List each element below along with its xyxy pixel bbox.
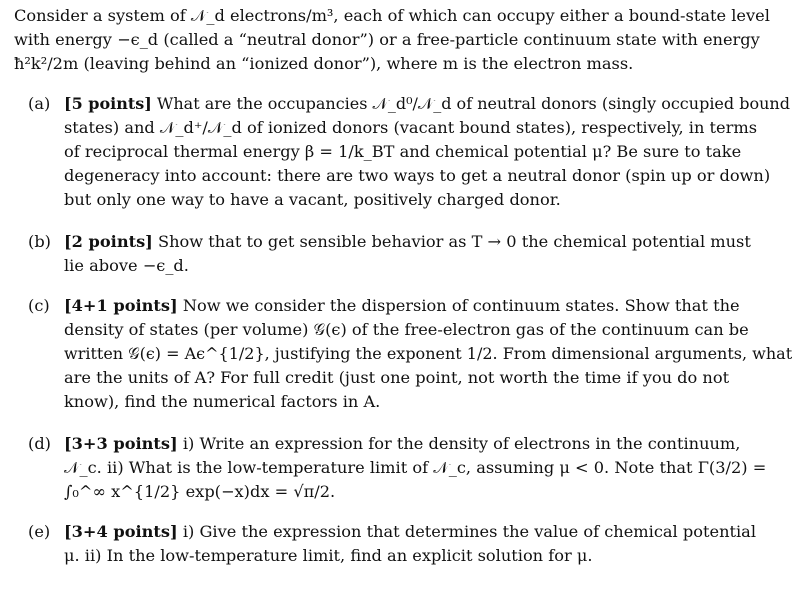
- part-text-line: of reciprocal thermal energy β = 1/k_BT and chemical potential μ? Be sure to take: [64, 142, 742, 161]
- part-body: [64, 92, 796, 212]
- part-text-line: density of states (per volume) 𝒢(ϵ) of the free-electron gas of the continuum can be: [64, 320, 749, 339]
- part-body: [64, 520, 796, 568]
- part-b: [28, 230, 796, 278]
- part-text-line: know), find the numerical factors in A.: [64, 392, 381, 411]
- part-d: [28, 432, 796, 504]
- part-a: [28, 92, 796, 212]
- part-points: [3+3 points]: [64, 434, 178, 453]
- part-points: [4+1 points]: [64, 296, 178, 315]
- part-body: [64, 230, 796, 278]
- part-text-line: written 𝒢(ϵ) = Aϵ^{1/2}, justifying the exponent 1/2. From dimensional arguments, what: [64, 344, 793, 363]
- part-text-line: What are the occupancies 𝒩_d⁰/𝒩_d of neutral donors (singly occupied bound: [156, 94, 790, 113]
- part-text-line: i) Give the expression that determines the value of chemical potential: [182, 522, 757, 541]
- part-label: (b): [28, 232, 51, 251]
- intro-line: Consider a system of 𝒩_d electrons/m³, each of which can occupy either a bound-state level: [14, 6, 770, 25]
- part-label: (d): [28, 434, 51, 453]
- part-body: [64, 294, 796, 414]
- part-e: [28, 520, 796, 568]
- part-text-line: ∫₀^∞ x^{1/2} exp(−x)dx = √π/2.: [64, 482, 336, 501]
- part-text-line: Now we consider the dispersion of continuum states. Show that the: [182, 296, 740, 315]
- part-body: [64, 432, 796, 504]
- part-text-line: Show that to get sensible behavior as T → 0 the chemical potential must: [158, 232, 751, 251]
- part-text-line: i) Write an expression for the density of electrons in the continuum,: [182, 434, 741, 453]
- part-label: (e): [28, 522, 51, 541]
- part-text-line: but only one way to have a vacant, positively charged donor.: [64, 190, 561, 209]
- problem-intro: [14, 4, 794, 76]
- part-text-line: are the units of A? For full credit (just one point, not worth the time if you do not: [64, 368, 730, 387]
- part-text-line: μ. ii) In the low-temperature limit, find an explicit solution for μ.: [64, 546, 593, 565]
- part-points: [3+4 points]: [64, 522, 178, 541]
- intro-line: with energy −ϵ_d (called a “neutral donor”) or a free-particle continuum state with energy: [14, 30, 760, 49]
- part-c: [28, 294, 796, 414]
- intro-line: ħ²k²/2m (leaving behind an “ionized donor”), where m is the electron mass.: [14, 54, 634, 73]
- part-text-line: degeneracy into account: there are two ways to get a neutral donor (spin up or down): [64, 166, 771, 185]
- part-points: [5 points]: [64, 94, 152, 113]
- part-points: [2 points]: [64, 232, 153, 251]
- part-text-line: states) and 𝒩_d⁺/𝒩_d of ionized donors (vacant bound states), respectively, in terms: [64, 118, 758, 137]
- part-text-line: 𝒩_c. ii) What is the low-temperature limit of 𝒩_c, assuming μ < 0. Note that Γ(3/2) =: [64, 458, 767, 477]
- part-label: (a): [28, 94, 51, 113]
- part-text-line: lie above −ϵ_d.: [64, 256, 189, 275]
- part-label: (c): [28, 296, 50, 315]
